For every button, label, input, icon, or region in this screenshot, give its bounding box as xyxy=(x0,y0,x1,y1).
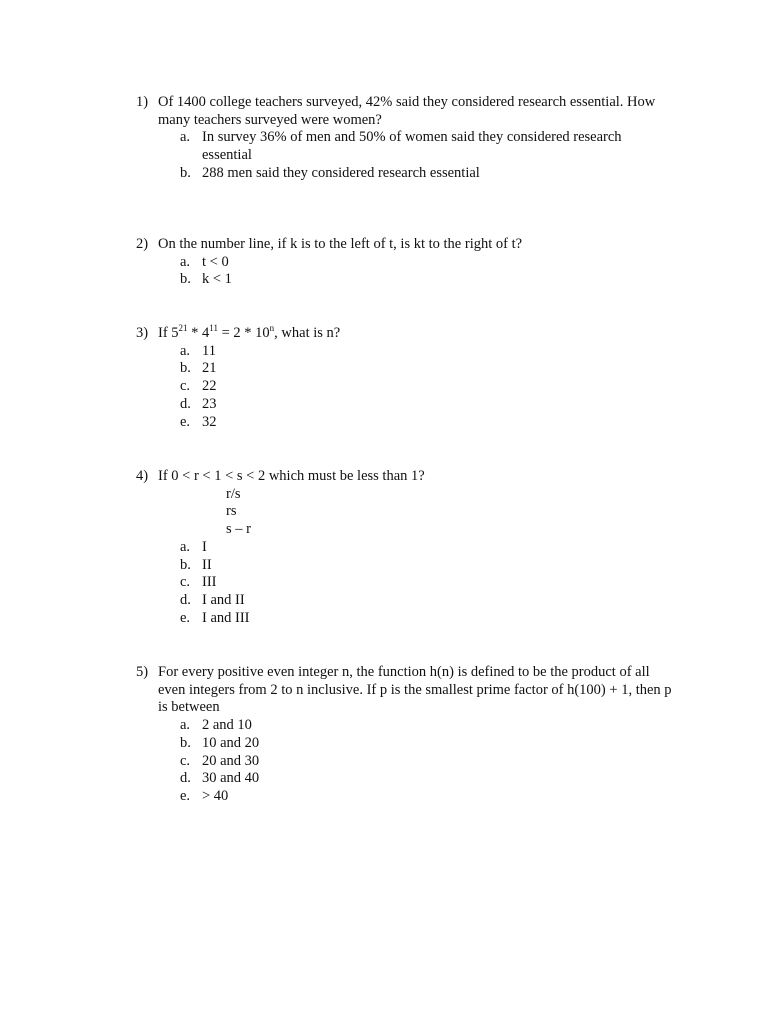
option-text: 11 xyxy=(202,342,216,359)
option-b xyxy=(180,557,676,575)
exponent: 21 xyxy=(178,323,188,333)
statement-1: r/s xyxy=(226,485,241,502)
option-letter: b. xyxy=(180,556,191,573)
question-number: 3) xyxy=(136,325,149,341)
option-letter: b. xyxy=(180,271,191,288)
option-text: 30 and 40 xyxy=(202,770,260,787)
option-a xyxy=(180,539,676,557)
option-b xyxy=(180,271,676,289)
question-4 xyxy=(136,468,676,627)
question-text: Of 1400 college teachers surveyed, 42% said they considered research essential. How many teachers surveyed were women? xyxy=(158,94,656,128)
question-5 xyxy=(136,664,676,806)
option-letter: c. xyxy=(180,574,191,591)
option-text: III xyxy=(202,574,217,591)
options-list xyxy=(180,129,676,182)
options-list xyxy=(180,539,676,628)
question-text: On the number line, if k is to the left of t, is kt to the right of t? xyxy=(158,236,523,252)
option-letter: c. xyxy=(180,378,191,395)
option-b xyxy=(180,360,676,378)
option-letter: b. xyxy=(180,164,191,181)
option-c xyxy=(180,574,676,592)
option-letter: d. xyxy=(180,770,191,787)
question-text: If 0 < r < 1 < s < 2 which must be less than 1? xyxy=(158,468,425,484)
exponent: n xyxy=(269,323,275,333)
question-text: If $5^{21} * 4^{11} = 2 * 10^n$, what is n? xyxy=(158,323,341,341)
statement-3: s – r xyxy=(226,521,251,538)
option-text: 22 xyxy=(202,378,217,395)
question-number: 1) xyxy=(136,94,149,110)
question-2 xyxy=(136,236,676,289)
option-a xyxy=(180,254,676,272)
option-d xyxy=(180,396,676,414)
option-d xyxy=(180,770,676,788)
option-text: 288 men said they considered research essential xyxy=(202,164,480,181)
option-e xyxy=(180,414,676,432)
statements-list xyxy=(226,486,676,539)
option-text: 10 and 20 xyxy=(202,734,260,751)
option-letter: c. xyxy=(180,752,191,769)
option-c xyxy=(180,378,676,396)
option-letter: a. xyxy=(180,253,191,270)
option-text: II xyxy=(202,556,212,573)
option-text: I and II xyxy=(202,591,245,608)
option-text: 32 xyxy=(202,413,217,430)
exponent: 11 xyxy=(209,323,218,333)
option-letter: b. xyxy=(180,734,191,751)
option-c xyxy=(180,753,676,771)
option-letter: b. xyxy=(180,360,191,377)
option-text: 23 xyxy=(202,395,217,412)
option-e xyxy=(180,788,676,806)
option-text: I xyxy=(202,538,207,555)
option-text: 21 xyxy=(202,360,217,377)
question-number: 5) xyxy=(136,664,149,680)
option-letter: e. xyxy=(180,609,191,626)
option-d xyxy=(180,592,676,610)
question-3 xyxy=(136,325,676,431)
option-a xyxy=(180,717,676,735)
question-number: 2) xyxy=(136,236,149,252)
options-list xyxy=(180,254,676,289)
option-b xyxy=(180,735,676,753)
options-list xyxy=(180,717,676,806)
statement-2: rs xyxy=(226,503,237,520)
question-text: For every positive even integer n, the function h(n) is defined to be the product of all even integers from 2 to n inclusive. If p is the smallest prime factor of h(100) + 1, then p is between xyxy=(158,664,672,716)
option-text: 20 and 30 xyxy=(202,752,260,769)
option-text: I and III xyxy=(202,609,250,626)
option-text: 2 and 10 xyxy=(202,717,252,734)
option-letter: d. xyxy=(180,591,191,608)
question-number: 4) xyxy=(136,468,149,484)
option-letter: a. xyxy=(180,538,191,555)
option-letter: e. xyxy=(180,787,191,804)
option-letter: a. xyxy=(180,342,191,359)
options-list xyxy=(180,343,676,432)
option-text: In survey 36% of men and 50% of women said they considered research essential xyxy=(202,129,622,164)
option-letter: a. xyxy=(180,129,191,146)
option-text: k < 1 xyxy=(202,271,232,288)
option-b xyxy=(180,165,676,183)
option-e xyxy=(180,610,676,628)
option-letter: a. xyxy=(180,717,191,734)
option-letter: d. xyxy=(180,395,191,412)
question-1 xyxy=(136,94,676,183)
option-a xyxy=(180,343,676,361)
option-letter: e. xyxy=(180,413,191,430)
option-text: t < 0 xyxy=(202,253,229,270)
option-a xyxy=(180,129,652,164)
option-text: > 40 xyxy=(202,787,229,804)
